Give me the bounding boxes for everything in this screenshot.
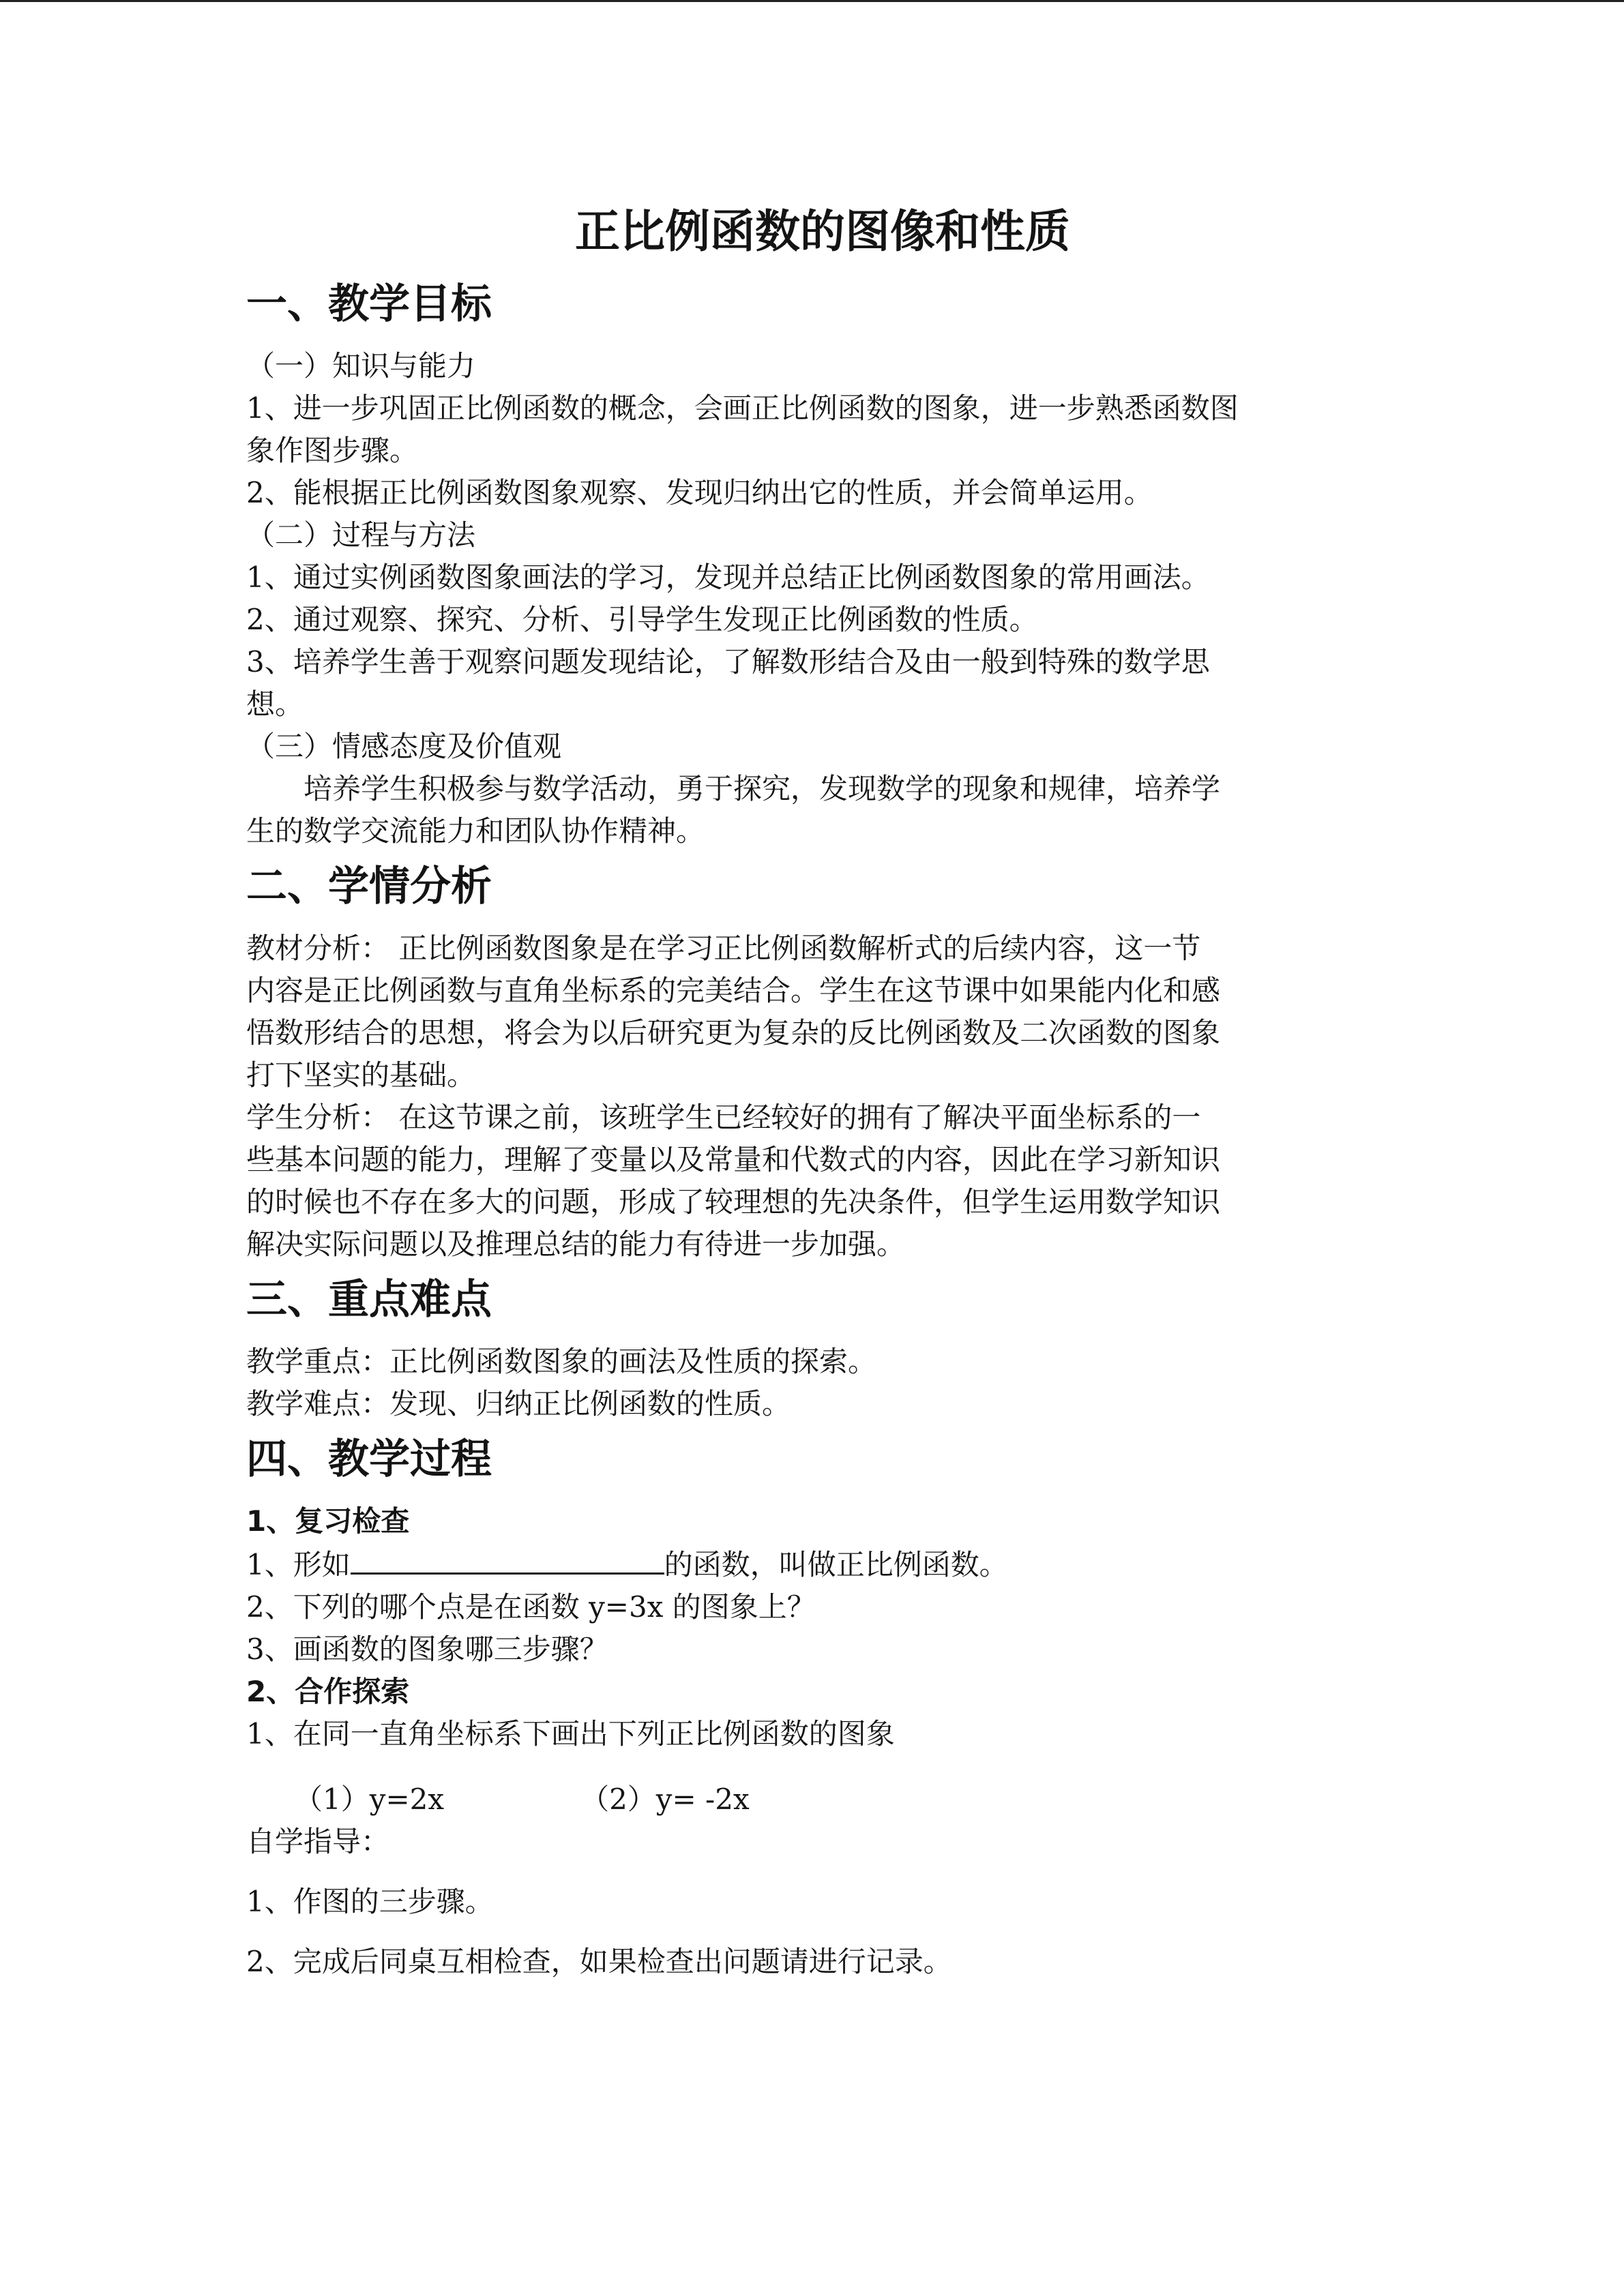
text-line: 教学重点：正比例函数图象的画法及性质的探索。 — [246, 1345, 877, 1378]
text-line: 生的数学交流能力和团队协作精神。 — [246, 814, 705, 848]
subheading-attitude: （三）情感态度及价值观 — [246, 730, 562, 763]
text-line: 象作图步骤。 — [246, 434, 419, 467]
question-line: 2、下列的哪个点是在函数 y=3x 的图象上？ — [246, 1590, 816, 1624]
guide-heading: 自学指导： — [246, 1825, 390, 1858]
text-line: 解决实际问题以及推理总结的能力有待进一步加强。 — [246, 1227, 906, 1261]
answer-blank[interactable] — [351, 1542, 664, 1575]
text-line: 悟数形结合的思想，将会为以后研究更为复杂的反比例函数及二次函数的图象 — [246, 1016, 1221, 1049]
function-list — [246, 1778, 1378, 1821]
guide-line: 1、作图的三步骤。 — [246, 1885, 494, 1918]
section-heading-process: 四、教学过程 — [246, 1435, 492, 1483]
document-page — [246, 205, 1378, 1983]
text-line: 打下坚实的基础。 — [246, 1058, 476, 1092]
function-2: （2）y= -2x — [580, 1783, 750, 1816]
task-line: 1、在同一直角坐标系下画出下列正比例函数的图象 — [246, 1717, 895, 1750]
guide-line: 2、完成后同桌互相检查，如果检查出问题请进行记录。 — [246, 1945, 952, 1978]
subheading-knowledge: （一）知识与能力 — [246, 349, 476, 383]
text-line: 2、通过观察、探究、分析、引导学生发现正比例函数的性质。 — [246, 603, 1038, 636]
subheading-process: （二）过程与方法 — [246, 518, 476, 552]
text-line: 想。 — [246, 687, 304, 721]
top-border-rule — [0, 0, 1624, 2]
spacer — [246, 1863, 1378, 1881]
section-heading-objectives: 一、教学目标 — [246, 280, 492, 328]
text-line: 教学难点：发现、归纳正比例函数的性质。 — [246, 1387, 791, 1420]
text-line: 1、通过实例函数图象画法的学习，发现并总结正比例函数图象的常用画法。 — [246, 561, 1210, 594]
text-line: 1、进一步巩固正比例函数的概念，会画正比例函数的图象，进一步熟悉函数图 — [246, 391, 1239, 425]
text-line: 2、能根据正比例函数图象观察、发现归纳出它的性质，并会简单运用。 — [246, 476, 1153, 509]
part-heading-review: 1、复习检查 — [246, 1504, 410, 1538]
text-line: 学生分析： 在这节课之前，该班学生已经较好的拥有了解决平面坐标系的一 — [246, 1101, 1201, 1134]
question-line: 3、画函数的图象哪三步骤？ — [246, 1632, 608, 1666]
part-heading-explore: 2、合作探索 — [246, 1675, 410, 1708]
text-line: 的时候也不存在多大的问题，形成了较理想的先决条件，但学生运用数学知识 — [246, 1185, 1221, 1219]
document-title: 正比例函数的图像和性质 — [575, 205, 1070, 258]
question-suffix: 的函数，叫做正比例函数。 — [664, 1548, 1008, 1581]
text-line: 教材分析： 正比例函数图象是在学习正比例函数解析式的后续内容，这一节 — [246, 931, 1201, 965]
text-line: 3、培养学生善于观察问题发现结论，了解数形结合及由一般到特殊的数学思 — [246, 645, 1210, 679]
question-fill-blank — [246, 1542, 1378, 1586]
text-line: 培养学生积极参与数学活动，勇于探究，发现数学的现象和规律，培养学 — [304, 772, 1221, 805]
section-heading-analysis: 二、学情分析 — [246, 863, 492, 910]
question-prefix: 1、形如 — [246, 1548, 351, 1581]
function-1: （1）y=2x — [294, 1783, 445, 1816]
spacer — [246, 1755, 1378, 1778]
text-line: 内容是正比例函数与直角坐标系的完美结合。学生在这节课中如果能内化和感 — [246, 974, 1221, 1007]
section-heading-key-points: 三、重点难点 — [246, 1276, 492, 1324]
spacer — [246, 1923, 1378, 1941]
text-line: 些基本问题的能力，理解了变量以及常量和代数式的内容，因此在学习新知识 — [246, 1143, 1221, 1176]
